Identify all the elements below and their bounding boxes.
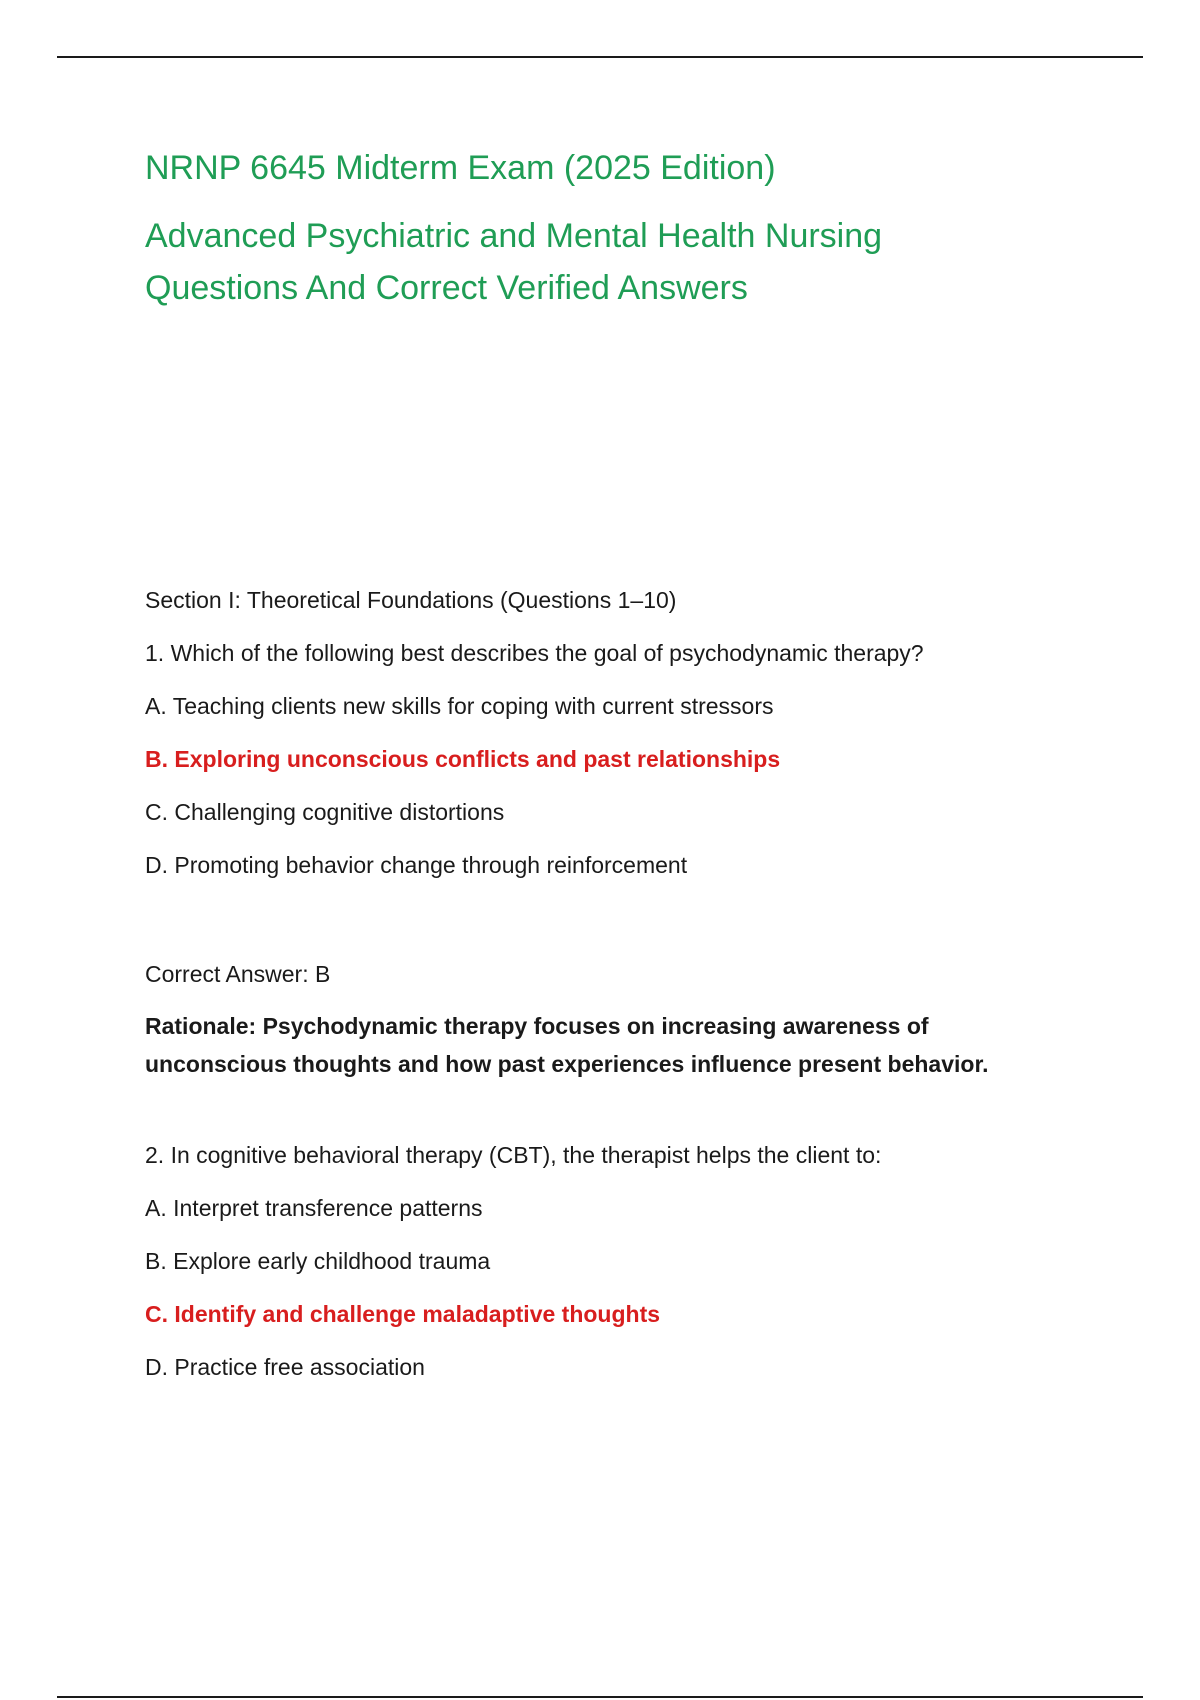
question-stem: 2. In cognitive behavioral therapy (CBT), the therapist helps the client to: [145, 1142, 882, 1168]
document-title-block [145, 148, 1105, 308]
rationale-line1: Rationale: Psychodynamic therapy focuses on increasing awareness of [145, 1013, 929, 1039]
option-b-correct: B. Exploring unconscious conflicts and past relationships [145, 746, 781, 772]
spacer [145, 898, 1105, 954]
bottom-rule [57, 1696, 1143, 1698]
section-heading: Section I: Theoretical Foundations (Questions 1–10) [145, 587, 677, 613]
option-a: A. Teaching clients new skills for coping with current stressors [145, 693, 774, 719]
option-c: C. Challenging cognitive distortions [145, 799, 505, 825]
option-d: D. Practice free association [145, 1354, 425, 1380]
exam-subtitle-line1: Advanced Psychiatric and Mental Health Nursing [145, 217, 883, 255]
option-c-correct: C. Identify and challenge maladaptive thoughts [145, 1301, 661, 1327]
question-stem: 1. Which of the following best describes the goal of psychodynamic therapy? [145, 640, 924, 666]
rationale-line2: unconscious thoughts and how past experiences influence present behavior. [145, 1051, 989, 1077]
option-b: B. Explore early childhood trauma [145, 1248, 491, 1274]
question-2 [145, 1135, 1105, 1400]
option-d: D. Promoting behavior change through reinforcement [145, 852, 688, 878]
question-1 [145, 633, 1105, 1083]
exam-subtitle-line2: Questions And Correct Verified Answers [145, 269, 748, 307]
spacer [145, 1083, 1105, 1135]
correct-answer: Correct Answer: B [145, 961, 331, 987]
exam-title: NRNP 6645 Midterm Exam (2025 Edition) [145, 149, 776, 187]
document-body [145, 580, 1105, 1400]
option-a: A. Interpret transference patterns [145, 1195, 483, 1221]
rationale [145, 1007, 1105, 1083]
top-rule [57, 56, 1143, 58]
